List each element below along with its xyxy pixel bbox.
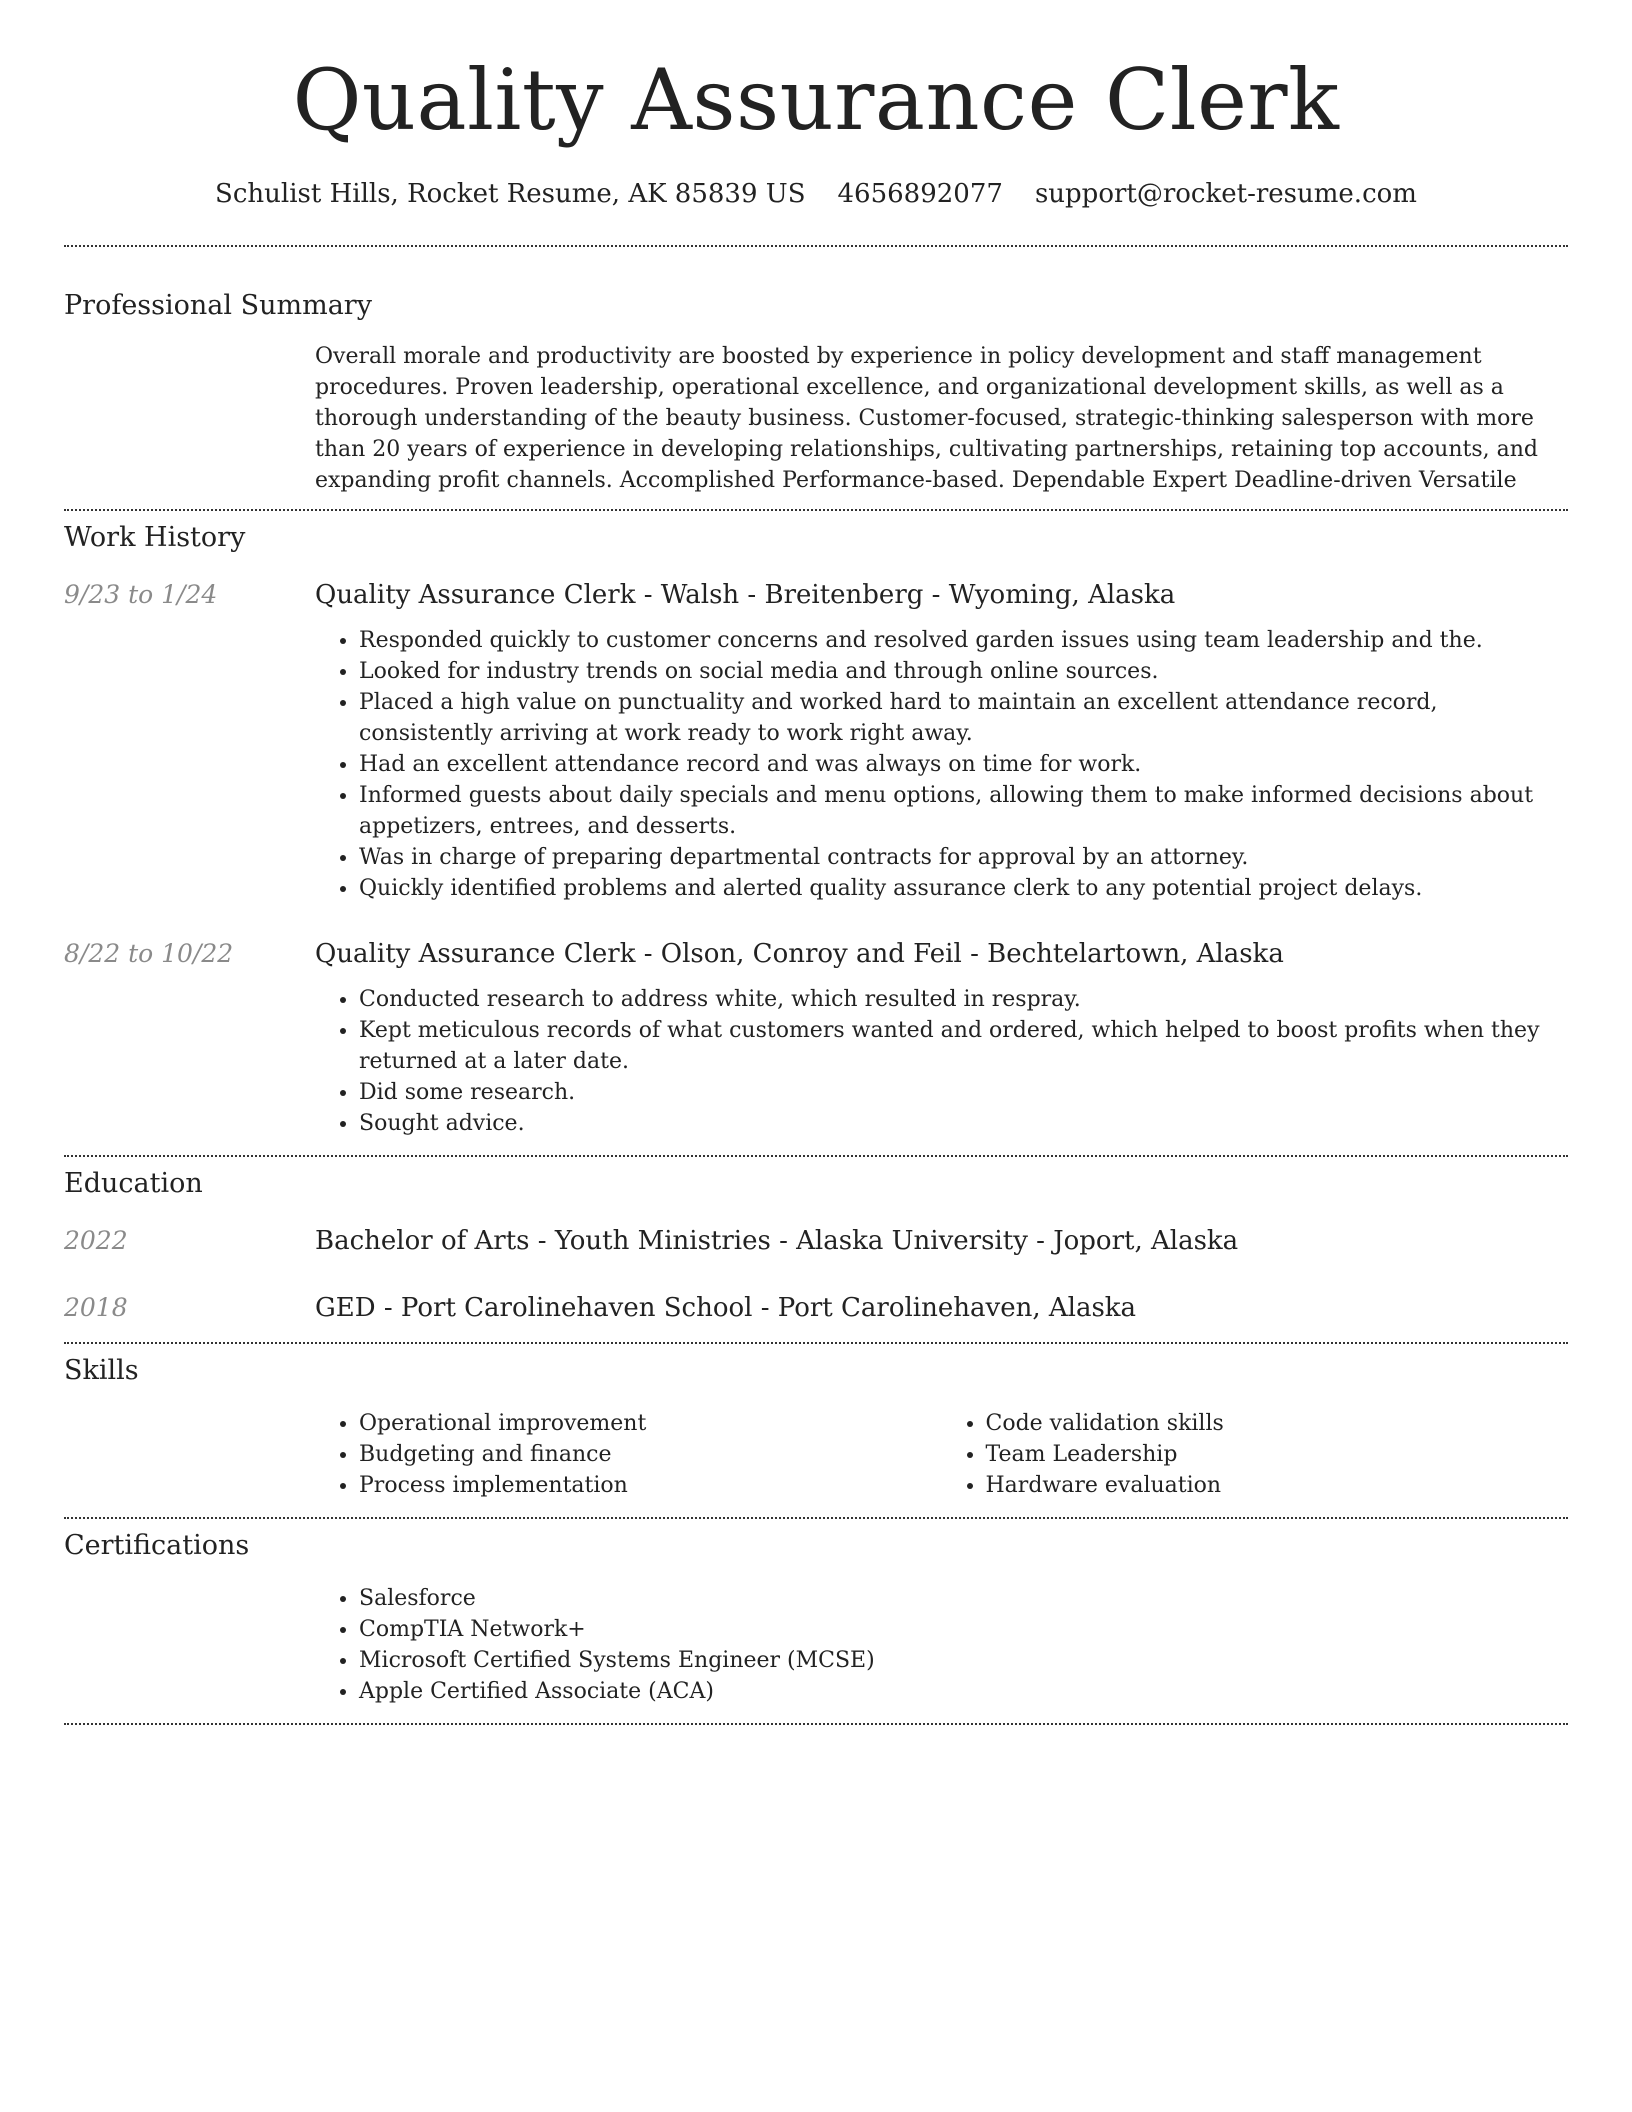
list-item: • Team Leadership (986, 1439, 1569, 1470)
list-item: • Code validation skills (986, 1408, 1569, 1439)
job-duties (315, 625, 1568, 904)
certifications-section (64, 1529, 1568, 1707)
list-item: • Responded quickly to customer concerns and resolved garden issues using team leadership and the. (359, 625, 1568, 656)
section-divider (64, 1155, 1568, 1157)
education-section (64, 1167, 1568, 1324)
contact-phone: 4656892077 (837, 179, 1003, 209)
list-item: • Operational improvement (359, 1408, 942, 1439)
job-heading: Quality Assurance Clerk - Olson, Conroy and Feil - Bechtelartown, Alaska (315, 939, 1284, 969)
list-item: • Placed a high value on punctuality and worked hard to maintain an excellent attendance record, consistently arriving at work ready to work right away. (359, 687, 1568, 749)
summary-text: Overall morale and productivity are boosted by experience in policy development and staff management procedures. Proven leadership, operational excellence, and organizational development skills, as well as a thorough understanding of the beauty business. Customer-focused, strategic-thinking salesperson with more than 20 years of experience in developing relationships, cultivating partnerships, retaining top accounts, and expanding profit channels. Accomplished Performance-based. Dependable Expert Deadline-driven Versatile (315, 344, 1539, 493)
list-item: • Had an excellent attendance record and was always on time for work. (359, 749, 1568, 780)
section-divider (64, 1342, 1568, 1344)
list-item: • CompTIA Network+ (359, 1614, 1568, 1645)
list-item: • Was in charge of preparing departmental contracts for approval by an attorney. (359, 842, 1568, 873)
contact-email: support@rocket-resume.com (1034, 179, 1417, 209)
summary-section (64, 289, 1568, 496)
list-item: • Budgeting and finance (359, 1439, 942, 1470)
list-item: • Process implementation (359, 1470, 942, 1501)
candidate-name: Quality Assurance Clerk (292, 51, 1340, 149)
job-dates: 8/22 to 10/22 (64, 939, 234, 968)
section-divider (64, 245, 1568, 247)
skills-grid (315, 1408, 1568, 1501)
contact-line (0, 178, 1632, 210)
summary-spacer (64, 341, 315, 496)
skills-list-left (315, 1408, 942, 1501)
education-entry (64, 1292, 1568, 1324)
job-duties (315, 984, 1568, 1139)
skills-list-right (942, 1408, 1569, 1501)
job-dates: 9/23 to 1/24 (64, 580, 218, 609)
list-item: • Quickly identified problems and alerted quality assurance clerk to any potential project delays. (359, 873, 1568, 904)
education-year: 2022 (64, 1226, 128, 1255)
skills-spacer (64, 1408, 315, 1501)
certifications-spacer (64, 1583, 315, 1707)
list-item: • Conducted research to address white, which resulted in respray. (359, 984, 1568, 1015)
work-history-title: Work History (64, 522, 246, 553)
list-item: • Hardware evaluation (986, 1470, 1569, 1501)
education-degree: GED (315, 1293, 376, 1323)
job-entry (64, 579, 1568, 904)
certifications-title: Certifications (64, 1530, 250, 1561)
education-year: 2018 (64, 1293, 128, 1322)
list-item: • Did some research. (359, 1077, 1568, 1108)
section-divider (64, 509, 1568, 511)
work-history-section (64, 521, 1568, 1139)
section-divider (64, 1517, 1568, 1519)
education-school: - Port Carolinehaven School - Port Carolinehaven, Alaska (375, 1293, 1137, 1323)
skills-section (64, 1354, 1568, 1501)
list-item: • Salesforce (359, 1583, 1568, 1614)
job-entry (64, 938, 1568, 1139)
certifications-list (315, 1583, 1568, 1707)
education-title: Education (64, 1168, 203, 1199)
list-item: • Looked for industry trends on social media and through online sources. (359, 656, 1568, 687)
summary-title: Professional Summary (64, 290, 372, 321)
resume-header (0, 0, 1632, 210)
section-divider (64, 1723, 1568, 1725)
list-item: • Informed guests about daily specials and menu options, allowing them to make informed decisions about appetizers, entrees, and desserts. (359, 780, 1568, 842)
skills-title: Skills (64, 1355, 139, 1386)
list-item: • Apple Certified Associate (ACA) (359, 1676, 1568, 1707)
education-entry (64, 1225, 1568, 1257)
education-degree: Bachelor of Arts - Youth Ministries (315, 1226, 771, 1256)
job-heading: Quality Assurance Clerk - Walsh - Breitenberg - Wyoming, Alaska (315, 580, 1176, 610)
list-item: • Microsoft Certified Systems Engineer (MCSE) (359, 1645, 1568, 1676)
list-item: • Kept meticulous records of what customers wanted and ordered, which helped to boost profits when they returned at a later date. (359, 1015, 1568, 1077)
contact-address: Schulist Hills, Rocket Resume, AK 85839 US (215, 179, 806, 209)
education-school: - Alaska University - Joport, Alaska (770, 1226, 1239, 1256)
list-item: • Sought advice. (359, 1108, 1568, 1139)
